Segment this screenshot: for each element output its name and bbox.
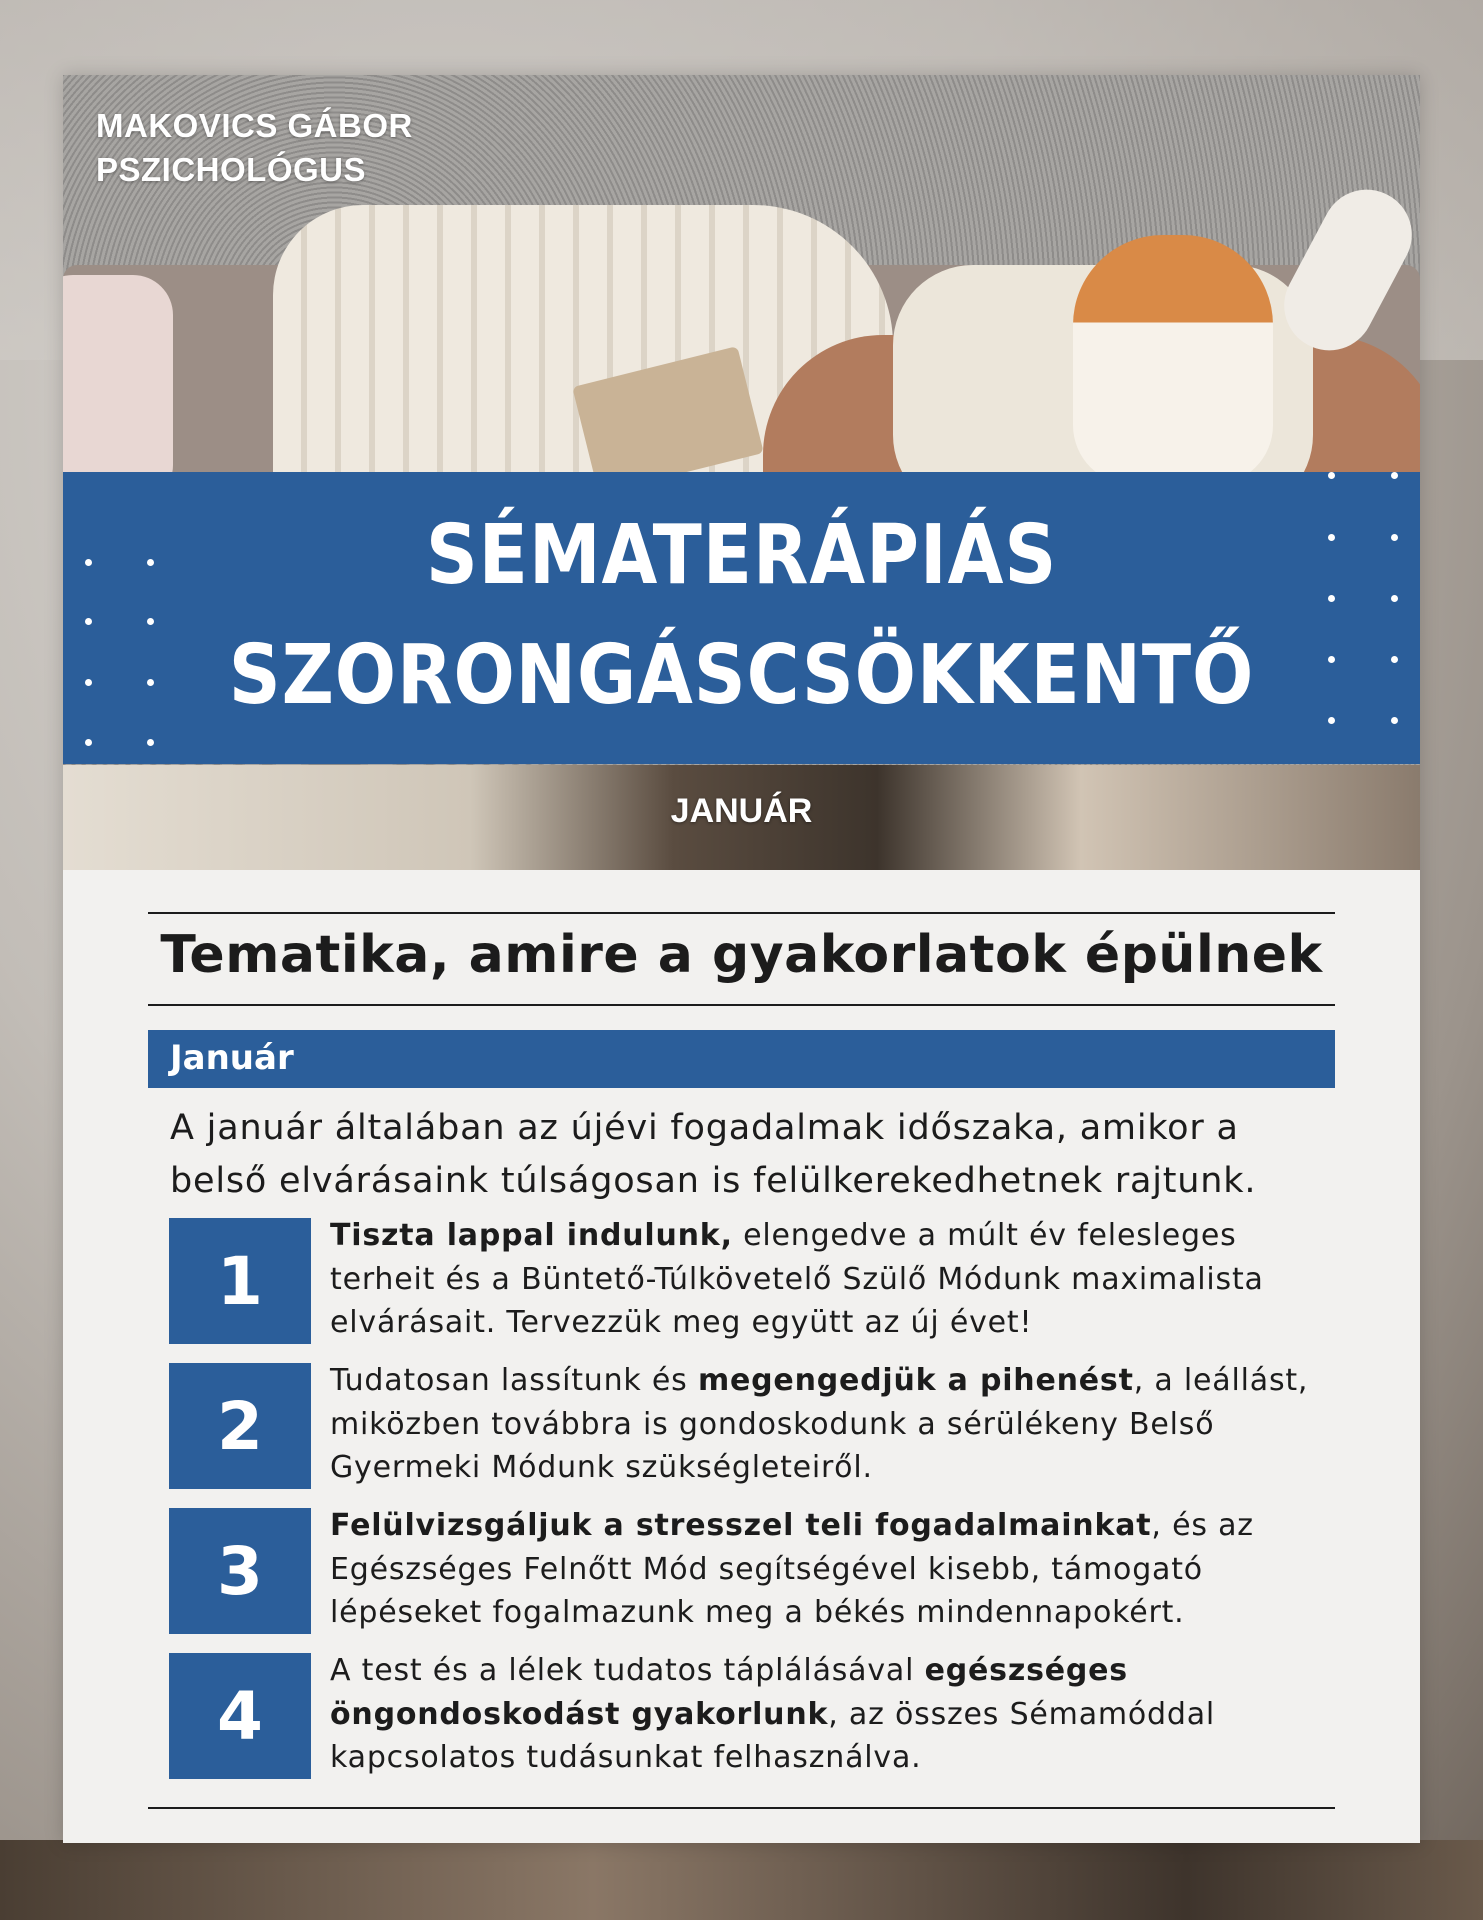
item-text-regular: , és az Egészséges Felnőtt Mód segítségével kisebb, támogató lépéseket fogalmazunk meg a békés mindennapokért. [330, 1508, 1254, 1630]
item-text-regular: , a leállást, miközben továbbra is gondoskodunk a sérülékeny Belső Gyermeki Módunk szükségleteiről. [330, 1363, 1309, 1485]
hero-month-label: JANUÁR [670, 792, 813, 830]
decor-dot [1328, 656, 1335, 663]
item-text-regular: Tudatosan lassítunk és [330, 1363, 698, 1398]
background-blur-bottom [0, 1840, 1483, 1920]
decor-dot [1328, 472, 1335, 479]
divider-bottom [148, 1807, 1335, 1809]
decor-dot [85, 739, 92, 746]
cat [1073, 235, 1273, 485]
decor-dot [1391, 656, 1398, 663]
decor-dot [147, 618, 154, 625]
item-text-bold: megengedjük a pihenést [697, 1363, 1134, 1398]
item-number: 3 [217, 1532, 263, 1610]
item-number-box [169, 1653, 311, 1779]
decor-dot [1391, 472, 1398, 479]
brand-line-2: PSZICHOLÓGUS [96, 151, 367, 188]
item-text [330, 1359, 1330, 1490]
item-text [330, 1649, 1330, 1780]
decor-dot [1391, 595, 1398, 602]
banner-title [144, 496, 1338, 736]
section-title: Tematika, amire a gyakorlatok épülnek [160, 925, 1323, 985]
item-text [330, 1214, 1330, 1345]
month-bar [148, 1030, 1335, 1088]
decor-dot [1391, 717, 1398, 724]
decor-dot [147, 739, 154, 746]
item-text-regular: A test és a lélek tudatos táplálásával [330, 1653, 925, 1688]
decor-dot [85, 679, 92, 686]
decor-dot [1328, 534, 1335, 541]
decor-dot [1328, 595, 1335, 602]
month-bar-label: Január [170, 1038, 294, 1078]
item-number: 2 [217, 1387, 263, 1465]
item-text-regular: elengedve a múlt év felesleges terheit és a Büntető-Túlkövetelő Szülő Módunk maximalista elvárásait. Tervezzük meg együtt az új évet! [330, 1218, 1264, 1340]
item-text [330, 1504, 1330, 1635]
item-number: 4 [217, 1677, 263, 1755]
decor-dot [147, 559, 154, 566]
item-number-box [169, 1508, 311, 1634]
divider-under-title [148, 1004, 1335, 1006]
banner-title-line-1: SÉMATERÁPIÁS [425, 508, 1058, 603]
decor-dot [1391, 534, 1398, 541]
decor-dot [1328, 717, 1335, 724]
item-text-regular: , az összes Sémamóddal kapcsolatos tudásunkat felhasználva. [330, 1696, 1216, 1775]
decor-dot [147, 679, 154, 686]
title-banner [63, 472, 1420, 764]
item-number: 1 [217, 1242, 263, 1320]
intro-paragraph: A január általában az újévi fogadalmak időszaka, amikor a belső elvárásaink túlságosan is felülkerekedhetnek rajtunk. [170, 1108, 1257, 1201]
divider-top [148, 912, 1335, 914]
pillow [63, 275, 173, 505]
item-text-bold: Tiszta lappal indulunk, [330, 1218, 733, 1253]
item-text-bold: Felülvizsgáljuk a stresszel teli fogadalmainkat [330, 1508, 1152, 1543]
decor-dot [85, 618, 92, 625]
brand-line-1: MAKOVICS GÁBOR [96, 107, 413, 144]
brand-name [96, 104, 413, 192]
item-text-bold: egészséges öngondoskodást gyakorlunk [330, 1653, 1128, 1732]
decor-dot [85, 559, 92, 566]
banner-title-line-2: SZORONGÁSCSÖKKENTŐ [228, 628, 1255, 723]
item-number-box [169, 1218, 311, 1344]
item-number-box [169, 1363, 311, 1489]
